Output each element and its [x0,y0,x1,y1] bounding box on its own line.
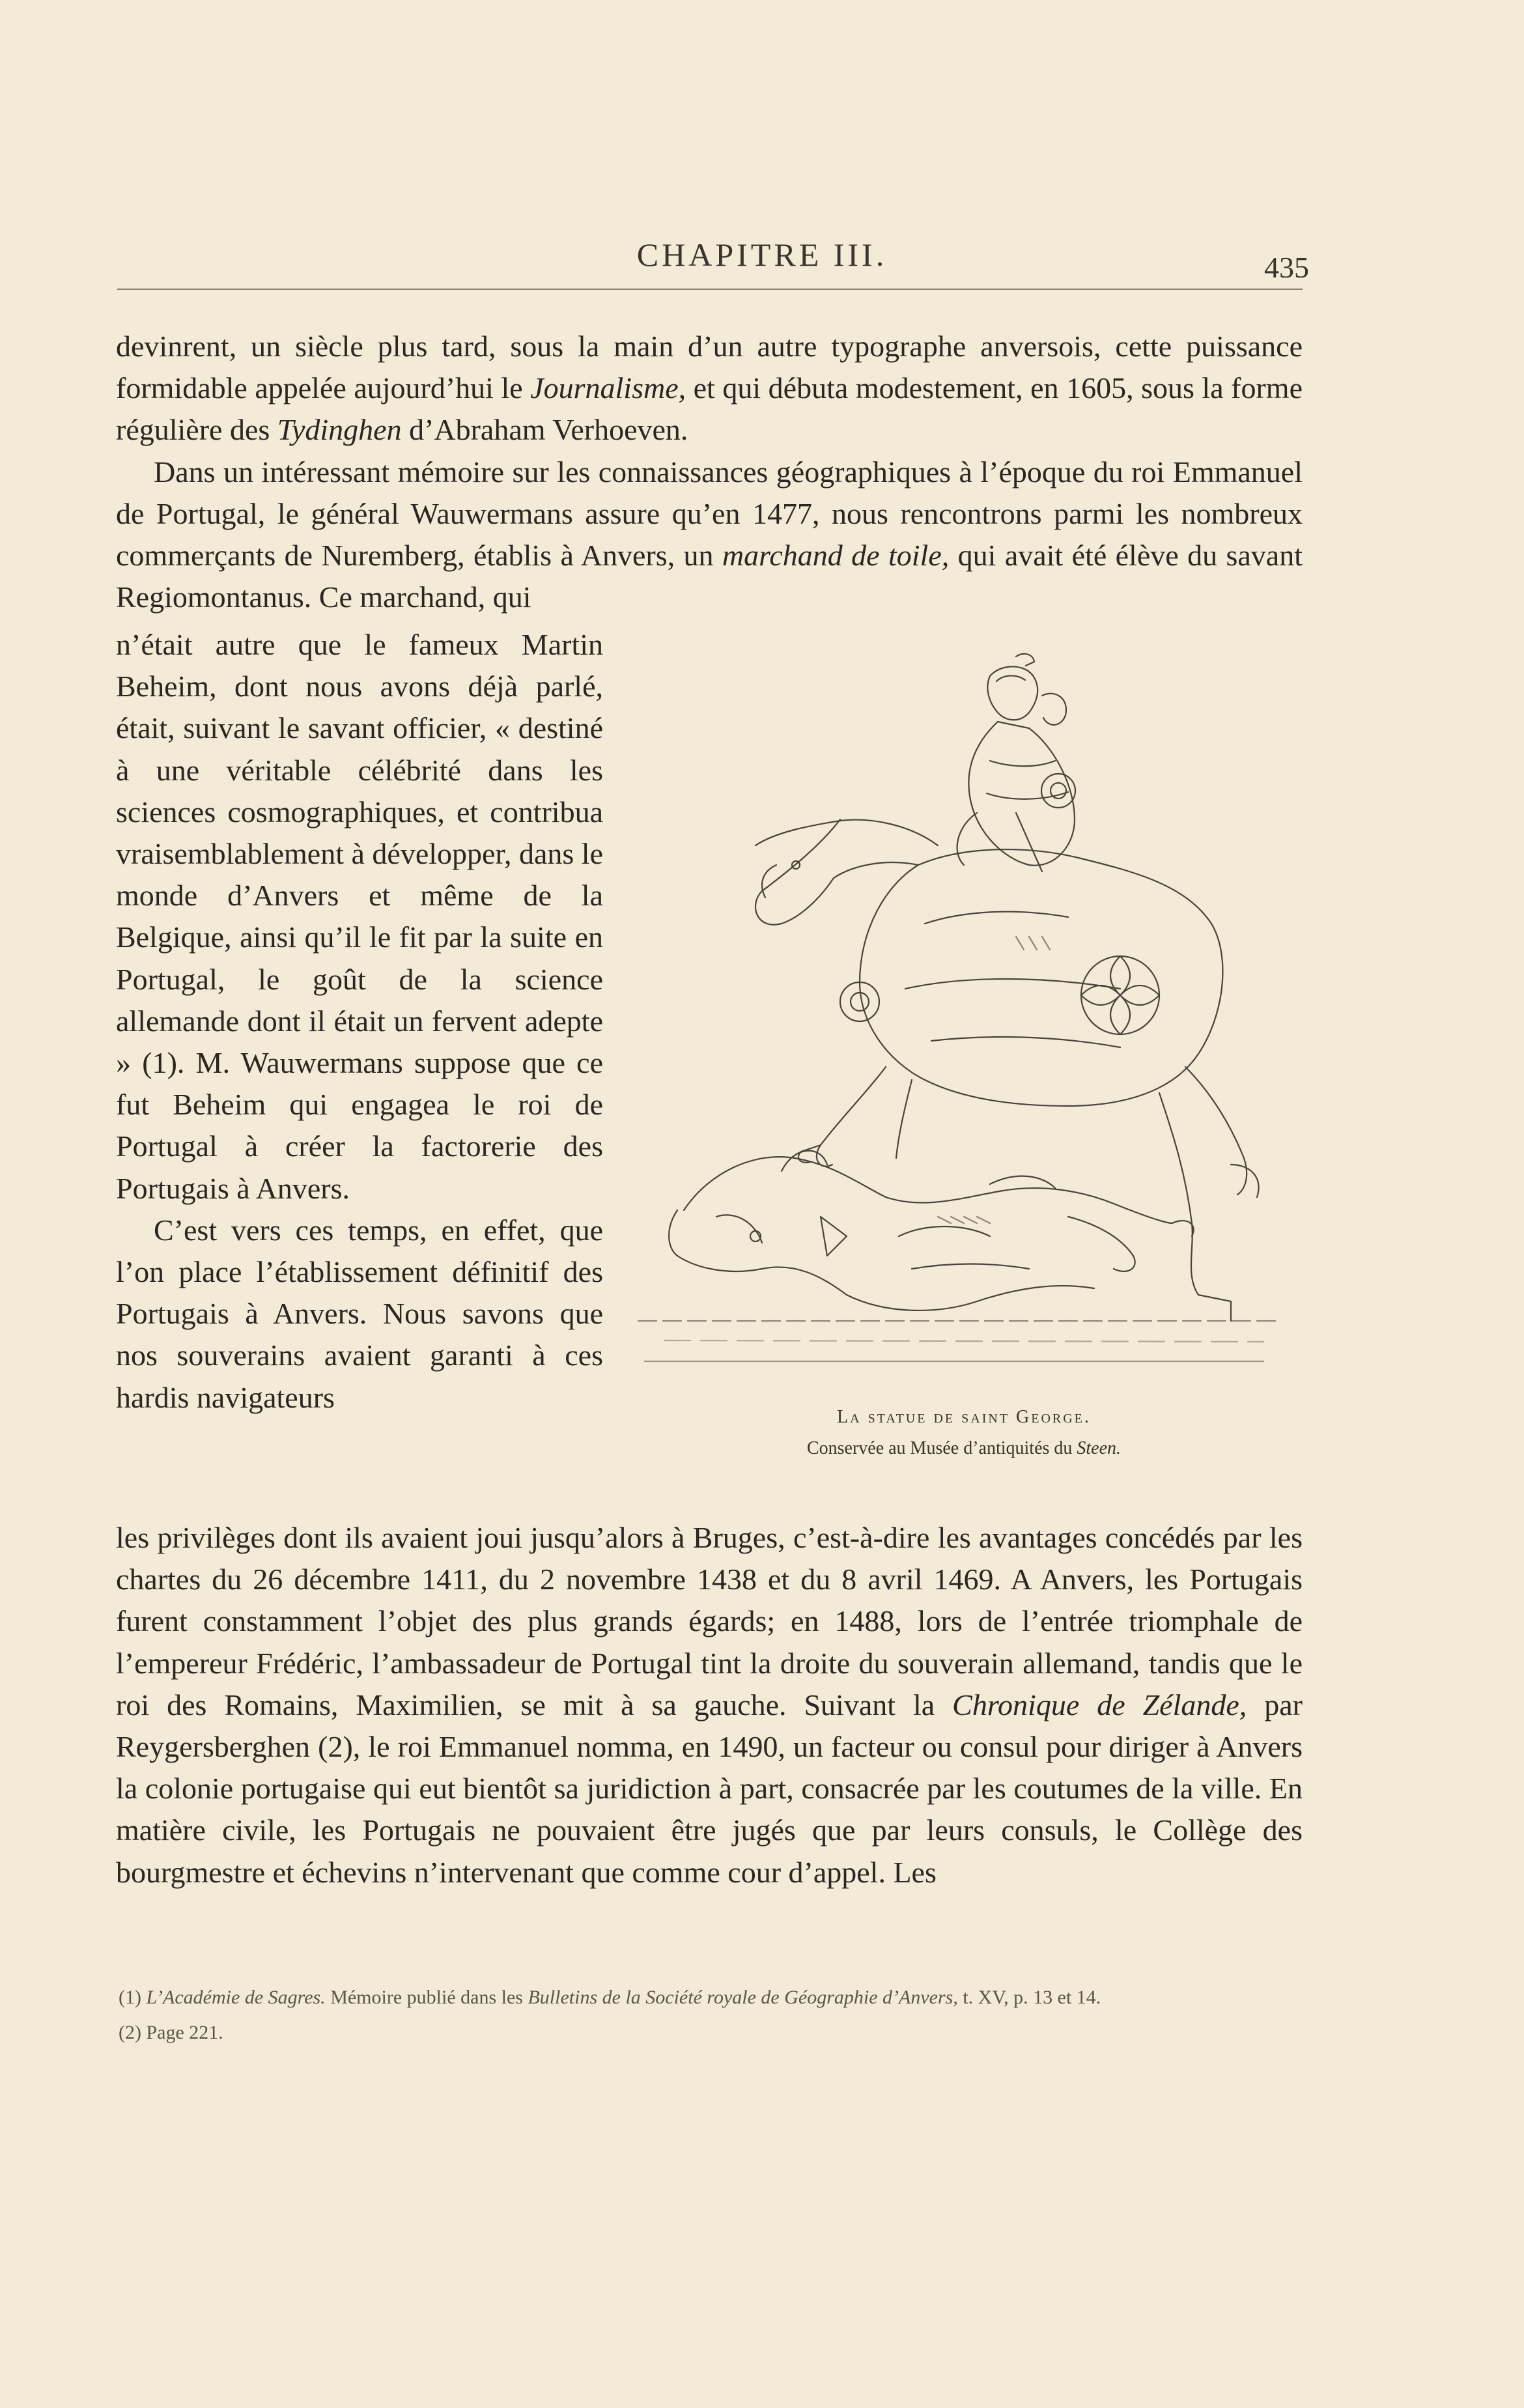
chapter-title: CHAPITRE III. [636,236,888,273]
body-text-top [116,326,1303,618]
footnote-2: (2) Page 221. [119,2022,223,2043]
page-number: 435 [1264,251,1309,284]
footnotes [119,1980,1303,2050]
running-head [0,236,1524,284]
saint-george-statue-illustration [625,650,1303,1386]
body-text-wrapped [116,624,603,1419]
paragraph: C’est vers ces temps, en effet, que l’on place l’établissement définitif des Portugais à Anvers. Nous savons que nos souverains avaient garanti à ces hardis navigateurs [116,1213,603,1414]
figure-caption-title: La statue de saint George. [837,1407,1091,1427]
header-rule [117,289,1303,290]
body-text-bottom [116,1517,1303,1893]
paragraph: n’était autre que le fameux Martin Beheim, dont nous avons déjà parlé, était, suivant le savant officier, « destiné à une véritable célébrité dans les sciences cosmographiques, et contribua vraisemblablement à développer, dans le monde d’Anvers et même de la Belgique, ainsi qu’il le fit par la suite en Portugal, le goût de la science allemande dont il était un fervent adepte » (1). M. Wauwermans suppose que ce fut Beheim qui engagea le roi de Portugal à créer la factorerie des Portugais à Anvers. [116,628,603,1205]
footnote-1: (1) L’Académie de Sagres. Mémoire publié dans les Bulletins de la Société royale de Géographie d’Anvers, t. XV, p. 13 et 14. [119,1987,1101,2008]
figure-caption-subtitle: Conservée au Musée d’antiquités du Steen. [806,1438,1122,1458]
paragraph: Dans un intéressant mémoire sur les connaissances géographiques à l’époque du roi Emmanuel de Portugal, le général Wauwermans assure qu’en 1477, nous rencontrons parmi les nombreux commerçants de Nuremberg, établis à Anvers, un marchand de toile, qui avait été élève du savant Regiomontanus. Ce marchand, qui [116,455,1303,614]
paragraph: devinrent, un siècle plus tard, sous la main d’un autre typographe anversois, cette puissance formidable appelée aujourd’hui le Journalisme, et qui débuta modestement, en 1605, sous la forme régulière des Tydinghen d’Abraham Verhoeven. [116,330,1303,447]
paragraph: les privilèges dont ils avaient joui jusqu’alors à Bruges, c’est-à-dire les avantages concédés par les chartes du 26 décembre 1411, du 2 novembre 1438 et du 8 avril 1469. A Anvers, les Portugais furent constamment l’objet des plus grands égards; en 1488, lors de l’entrée triomphale de l’empereur Frédéric, l’ambassadeur de Portugal tint la droite du souverain allemand, tandis que le roi des Romains, Maximilien, se mit à sa gauche. Suivant la Chronique de Zélande, par Reygersberghen (2), le roi Emmanuel nomma, en 1490, un facteur ou consul pour diriger à Anvers la colonie portugaise qui eut bientôt sa juridiction à part, consacrée par les coutumes de la ville. En matière civile, les Portugais ne pouvaient être jugés que par leurs consuls, le Collège des bourgmestre et échevins n’intervenant que comme cour d’appel. Les [116,1521,1303,1889]
